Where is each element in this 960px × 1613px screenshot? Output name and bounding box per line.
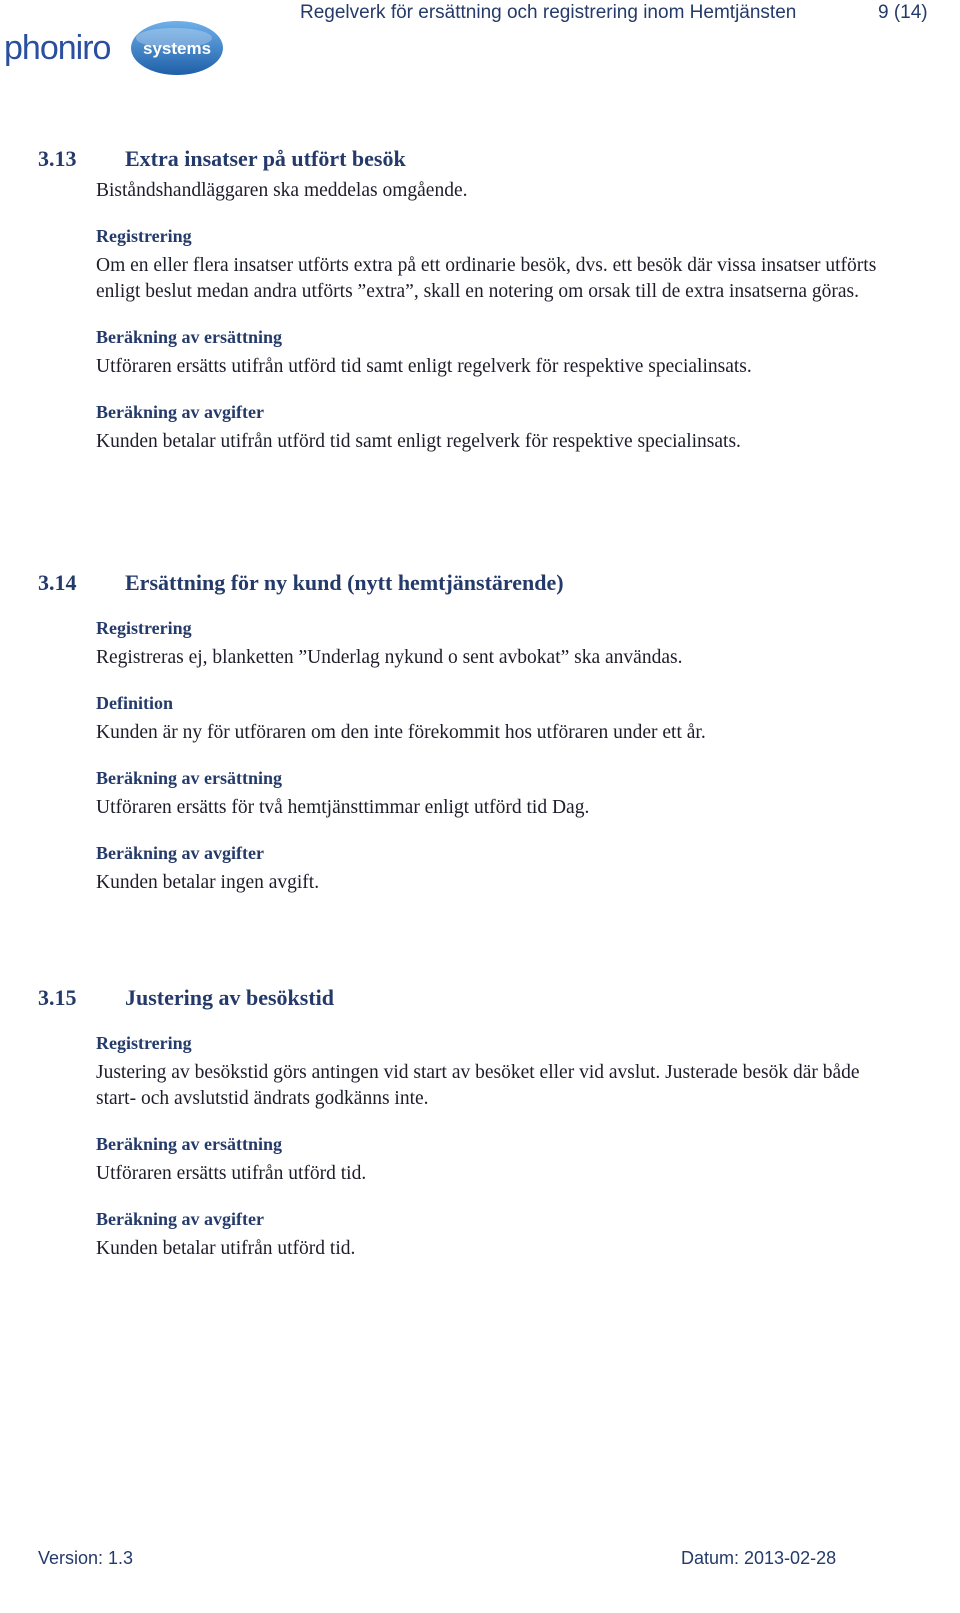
section-heading [0, 144, 960, 178]
section-3-15 [0, 983, 960, 1262]
section-3-14 [0, 568, 960, 896]
block-label: Beräkning av ersättning [96, 1134, 283, 1154]
footer-date: Datum: 2013-02-28 [681, 1548, 837, 1568]
block-text: Kunden betalar utifrån utförd tid samt enligt regelverk för respektive specialinsats. [96, 431, 741, 452]
block-text: Om en eller flera insatser utförts extra på ett ordinarie besök, dvs. ett besök där vissa insatser utförts enligt beslut medan andra utförts ”extra”, skall en notering om orsak till de extra insatserna göras. [96, 255, 877, 302]
section-number: 3.14 [38, 570, 77, 595]
section-title: Extra insatser på utfört besök [125, 146, 406, 171]
footer-version: Version: 1.3 [38, 1548, 134, 1568]
section-number: 3.13 [38, 146, 77, 171]
block-text: Kunden betalar utifrån utförd tid. [96, 1238, 356, 1259]
block-text: Utföraren ersätts för två hemtjänsttimmar enligt utförd tid Dag. [96, 797, 590, 818]
logo-word: phoniro [4, 29, 111, 67]
section-3-13 [0, 144, 960, 455]
block-label: Beräkning av avgifter [96, 843, 264, 863]
section-heading [0, 568, 960, 602]
block-label: Beräkning av ersättning [96, 327, 283, 347]
section-intro: Biståndshandläggaren ska meddelas omgående. [96, 180, 468, 201]
block-label: Definition [96, 693, 174, 713]
block-text: Utföraren ersätts utifrån utförd tid. [96, 1163, 367, 1184]
section-heading [0, 983, 960, 1017]
section-title: Ersättning för ny kund (nytt hemtjänstärende) [125, 570, 564, 595]
phoniro-logo [4, 14, 224, 82]
block-label: Beräkning av avgifter [96, 402, 264, 422]
page-number: 9 (14) [878, 2, 928, 23]
block-label: Beräkning av avgifter [96, 1209, 264, 1229]
block-text: Kunden är ny för utföraren om den inte förekommit hos utföraren under ett år. [96, 722, 706, 743]
block-label: Registrering [96, 618, 192, 638]
block-text: Justering av besökstid görs antingen vid start av besöket eller vid avslut. Justerade besök där både start- och avslutstid ändrats godkänns inte. [96, 1062, 860, 1109]
block-label: Beräkning av ersättning [96, 768, 283, 788]
section-number: 3.15 [38, 985, 77, 1010]
section-title: Justering av besökstid [125, 985, 335, 1010]
document-header-title: Regelverk för ersättning och registrering inom Hemtjänsten [300, 2, 797, 23]
block-label: Registrering [96, 226, 192, 246]
block-text: Utföraren ersätts utifrån utförd tid samt enligt regelverk för respektive specialinsats. [96, 356, 752, 377]
block-text: Kunden betalar ingen avgift. [96, 872, 320, 893]
block-label: Registrering [96, 1033, 192, 1053]
logo-badge-text: systems [143, 39, 212, 58]
block-text: Registreras ej, blanketten ”Underlag nykund o sent avbokat” ska användas. [96, 647, 683, 668]
